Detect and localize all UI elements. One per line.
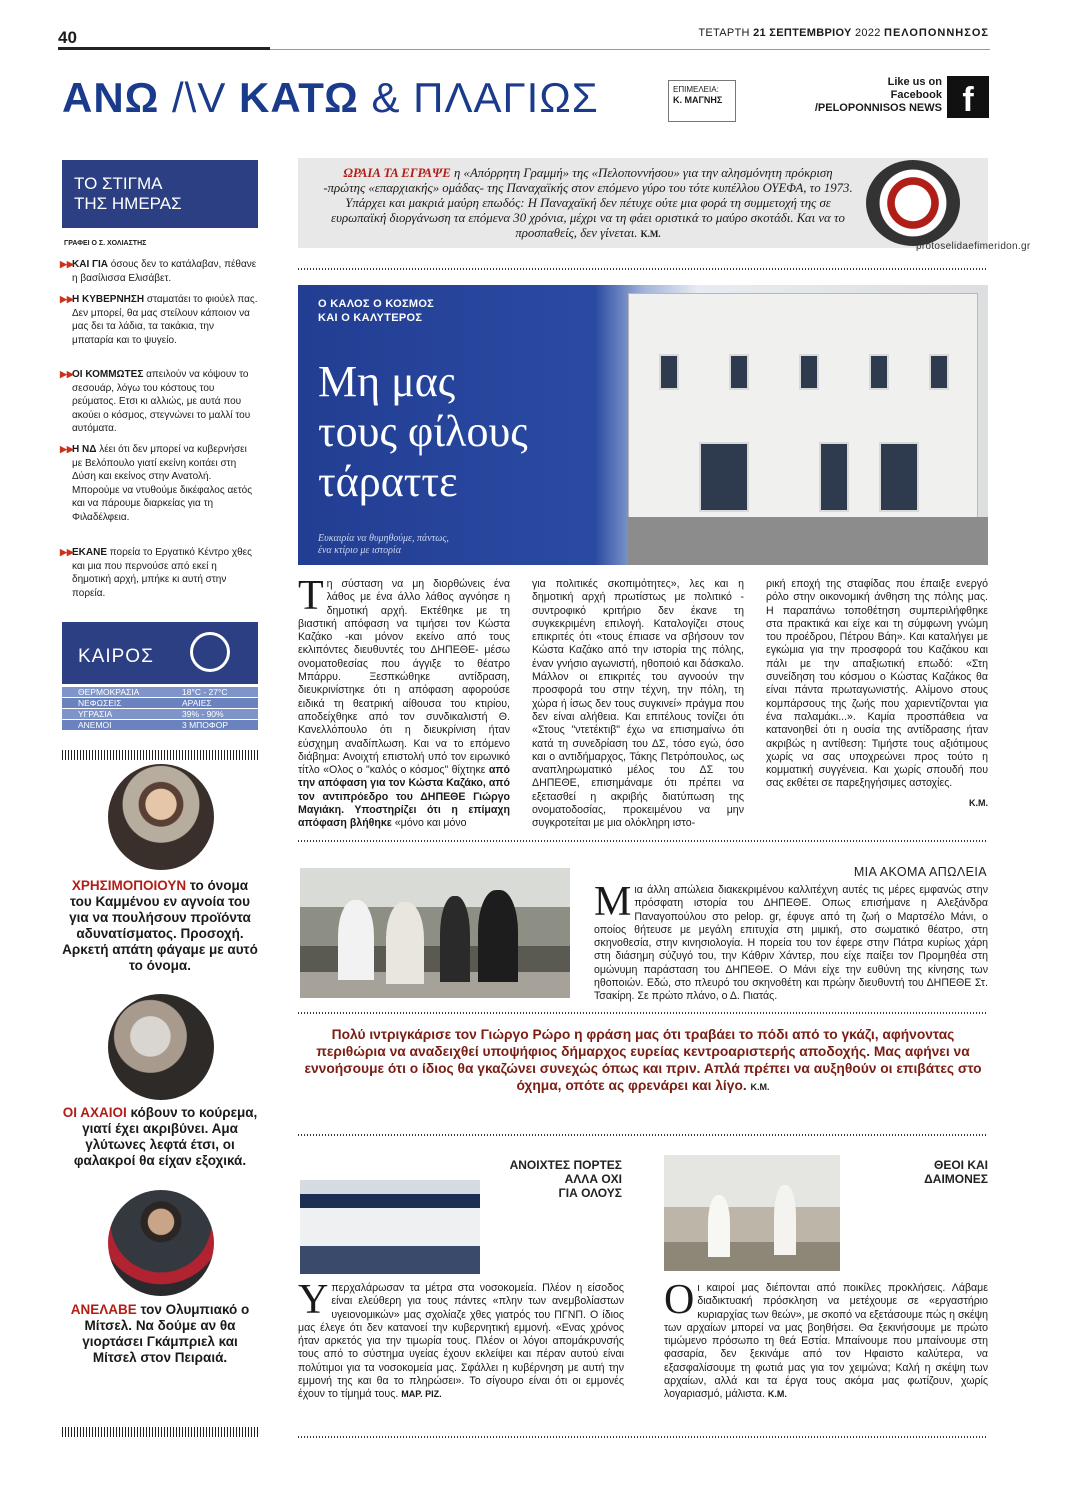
weather-row: ΥΓΡΑΣΙΑ 39% - 90% <box>62 708 258 719</box>
sun-icon <box>190 632 230 672</box>
feature-column-1: Τη σύσταση να μη διορθώνεις ένα λάθος με ένα άλλο λάθος αγνόησε η δημοτική αρχή. Εκτέθηκε με τη βιαστική απόφαση να τιμήσει τον Κώστα Καζάκο -και μόνον εκείνο από τους εκλιπόντες διευθυντές του ΔΗΠΕΘΕ- μέσω ονοματοθεσίας που άγγιξε το θέατρο Μπάρρυ. Ξεσπκώθηκε αντίδραση, διευκρινίστηκε ότι η απόφαση αφορούσε ειδικά τη θεατρική αίθουσα του κτιρίου, αποδείχθηκε από τον συνδικαλιστή Θ. Κανελλόπουλο ότι η διευκρίνιση ήταν εύσχημη αναδίπλωση. Και να το επόμενο διάβημα: Ανοιχτή επιστολή υπό τον ειρωνικό τίτλο «Ολος ο "καλός ο κόσμος" θίχτηκε από την απόφαση για τον Κώστα Καζάκο, από τον αντιπρόεδρο του ΔΗΠΕΘΕ Γιώργο Μαγιάκη. Υποστηρίζει ότι η επίμαχη απόφαση βλήθηκε «μόνο και μόνο <box>298 573 510 830</box>
street <box>628 517 988 565</box>
feature-hero <box>298 285 988 565</box>
dotted-divider <box>298 840 988 842</box>
story-title: ΑΝΟΙΧΤΕΣ ΠΟΡΤΕΣ ΑΛΛΑ ΟΧΙ ΓΙΑ ΟΛΟΥΣ <box>509 1158 622 1200</box>
moment-of-day-box: ΤΟ ΣΤΙΓΜΑ ΤΗΣ ΗΜΕΡΑΣ <box>62 160 258 228</box>
arrow-icon: ▶▶ <box>60 444 74 454</box>
watermark: protoselidaefimeridon.gr <box>916 241 1031 252</box>
portrait-photo <box>108 764 214 870</box>
arrow-icon: ▶▶ <box>60 259 74 269</box>
sidebar-author: ΓΡΑΦΕΙ Ο Σ. ΧΟΛΙΑΣΤΗΣ <box>64 240 147 247</box>
arrow-icon: ▶▶ <box>60 547 74 557</box>
feature-column-2: για πολιτικές σκοπιμότητες», λες και η δημοτική αρχή πρωτίστως με πολιτικό - συντροφικό κριτήριο δεν έκανε τη συγκεκριμένη επιλογή. Καταλογίζει στους επικριτές ότι «τους έπιασε να σβήσουν τον Κώστα Καζάκο από την ιστορία της πόλης, έναν γνήσιο αγωνιστή, ηθοποιό και δάσκαλο. Μάλλον οι επικριτές του αγνοούν την προσφορά του στην τέχνη, την πόλη, τη χώρα ή ίσως δεν τους συγκινεί» πράγμα που δεν είναι αλήθεια. Και επιτέλους τονίζει ότι «Στους "ντετέκτιβ" έχω να επισημαίνω ότι κατά τη συνεδρίαση του ΔΣ, τόσο εγώ, όσο και ο αντιδήμαρχος, Τάκης Πετρόπουλος, ως αναπληρωματικό μέλος του ΔΣ του ΔΗΠΕΘΕ, επισημάναμε ότι πρέπει να εξετασθεί η ακριβής διατύπωση της ονοματοδοσίας, προκειμένου να μην συγκροτείται με μια ολόκληρη ιστο- <box>532 578 744 830</box>
list-item: ▶▶ Η ΝΔ λέει ότι δεν μπορεί να κυβερνήσει με Βελόπουλο γιατί εκείνη κοιτάει στη Δύση και εκείνος στην Ανατολή. Μπορούμε να ντυθούμε δικέφαλος αετός και να πάρουμε διαρκείας για τη Φιλαδέλφεια. <box>60 444 253 523</box>
list-item: ▶▶ ΚΑΙ ΓΙΑ όσους δεν το κατάλαβαν, πέθανε η βασίλισσα Ελισάβετ. <box>60 259 257 284</box>
facebook-icon[interactable]: f <box>947 76 989 118</box>
story-text: Οι καιροί μας διέπονται από ποικίλες προκλήσεις. Λάβαμε διαδικτυακή πρόσκληση να μετέχουμε σε «εργαστήριο κυριαρχίας των θεών», με σκοπό να εξετάσουμε πώς η σκέψη των αρχαίων μπορεί να μας βοηθήσει. Θα ξεκινήσουμε με πρώτο τιμώμενο πρόσωπο τη θεά Εστία. Μπαίνουμε που μπαίνουμε στη φασαρία, δεν ξεκινάμε από τον Ηφαιστο καλύτερα, να εξασφαλίσουμε τη φωτιά μας για τον χειμώνα; Καλή η σκέψη των αρχαίων, αλλά και τα έργα τους ακόμα μας φωτίζουν, χωρίς λογαριασμό, μάλιστα. Κ.Μ. <box>664 1277 988 1401</box>
weather-header: ΚΑΙΡΟΣ <box>62 622 258 684</box>
story-text: Μια άλλη απώλεια διακεκριμένου καλλιτέχνη αυτές τις μέρες εμφανώς στην πρόσφατη ιστορία του ΔΗΠΕΘΕ. Οπως επισήμανε η Αλεξάνδρα Παναγοπούλου στο pelop. gr, έφυγε από τη ζωή ο Μαρτσέλο Μάνι, ο οποίος θήτευσε με μεγάλη επιτυχία στη μιμική, στο σωματικό θέατρο, στη σκηνοθεσία, στην κινησιολογία. Η πορεία του τον έφερε στην Πάτρα κυρίως χάρη στη διάσημη σύζυγό του, την Κάθριν Χάντερ, που είχε παίξει τον Προμηθέα στη ομώνυμη παράσταση του ΔΗΠΕΘΕ. Ο Μάνι είχε την ευθύνη της κίνησης των ηθοποιών. Εδώ, στο πλευρό του σκηνοθέτη και πρώην διευθυντή του ΔΗΠΕΘΕ Στ. Τσακίρη. Σε πρώτο πλάνο, ο Δ. Πιατάς. <box>594 879 988 1003</box>
arrow-icon: ▶▶ <box>60 369 74 379</box>
building-photo <box>628 293 978 519</box>
weather-row: ΑΝΕΜΟΙ 3 ΜΠΟΦΟΡ <box>62 719 258 730</box>
weather-row: ΘΕΡΜΟΚΡΑΣΙΑ 18°C - 27°C <box>62 686 258 697</box>
club-logo <box>866 160 960 246</box>
feature-column-3: ρική εποχή της σταφίδας που έπαιξε ενεργό ρόλο στην οικονομική άνθηση της πόλης μας. Η παραπάνω τοποθέτηση συμπεριλήφθηκε στα πρακτικά και είχε και τη σύμφωνη γνώμη του προέδρου, Πέτρου Βάη». Και καταλήγει με εγκώμια για την προσφορά του Καζάκου και πάλι με την απαξιωτική επωδό: «Στη συνείδηση του κόσμου ο Κώστας Καζάκος θα είναι πάντα πρωταγωνιστής. Αλίμονο στους κομπάρσους της ζωής που χαριεντίζονται για ένα παλαμάκι...». Καμία προσπάθεια να κατανοηθεί ότι η ουσία της αντίδρασης ήταν ακριβώς η αντίθεση: Τιμήστε τους αξιότιμους χωρίς να σας υποχρεώνει προς τούτο η κομματική συγγένεια. Και χωρίς σπουδή που σας εκθέτει σε παρεξηγήσιμες αστοχίες. Κ.Μ. <box>766 578 988 808</box>
weather-table <box>62 686 258 730</box>
facebook-promo[interactable]: Like us on Facebook /PELOPONNISOS NEWS <box>814 76 942 115</box>
list-item: ▶▶ ΕΚΑΝΕ πορεία το Εργατικό Κέντρο χθες και μια που περνούσε από εκεί η δημοτική αρχή, μπήκε κι αυτή στην πορεία. <box>60 547 252 599</box>
paper-name: ΠΕΛΟΠΟΝΝΗΣΟΣ <box>884 27 989 39</box>
dotted-divider <box>298 1012 988 1014</box>
header-rule <box>58 47 270 50</box>
photo-caption: ΟΙ ΑΧΑΙΟΙ κόβουν το κούρεμα, γιατί έχει ακριβύνει. Αμα γλύτωνες λεφτά έτσι, οι φαλακροί θα είχαν εξοχικά. <box>62 1105 258 1168</box>
list-item: ▶▶ Η ΚΥΒΕΡΝΗΣΗ σταματάει το φιούελ πας. Δεν μπορεί, θα μας στείλουν κάποιον να μας δει τα λάδια, τα τακάκια, την μπαταρία και το ψυγείο. <box>60 294 258 346</box>
callout-text: Πολύ ιντριγκάρισε τον Γιώργο Ρώρο η φράση μας ότι τραβάει το πόδι από το γκάζι, αφήνοντας περιθώρια να αναδειχθεί υποψήφιος δήμαρχος ευρείας κεντροαριστερής αποδοχής. Μας αφήνει να εννοήσουμε ότι ο ίδιος θα γκαζώνει συνεχώς όπως και πριν. Απλά πρέπει να αυξηθούν οι επιβάτες στο όχημα, οπότε ας φρενάρει και λίγο. Κ.Μ. <box>304 1027 982 1093</box>
arrow-icon: ▶▶ <box>60 294 74 304</box>
list-item: ▶▶ ΟΙ ΚΟΜΜΩΤΕΣ απειλούν να κόψουν το σεσουάρ, λόγω του κόστους του ρεύματος. Ετσι κι αλλιώς, με αυτά που ακούει ο κόσμος, στεγνώνει το μαλλί του αυτόματα. <box>60 369 251 434</box>
feature-headline: Μη μας τους φίλους τάραττε <box>318 357 528 506</box>
dotted-divider <box>298 1436 988 1438</box>
header-thin-rule <box>270 49 990 50</box>
story-title: ΘΕΟΙ ΚΑΙ ΔΑΙΜΟΝΕΣ <box>924 1158 988 1186</box>
section-title: ΑΝΩ /\V ΚΑΤΩ & ΠΛΑΓΙΩΣ <box>62 74 599 121</box>
header-date: ΤΕΤΑΡΤΗ 21 ΣΕΠΤΕΜΒΡΙΟΥ 2022 ΠΕΛΟΠΟΝΝΗΣΟΣ <box>698 27 989 39</box>
feature-photo-caption: Ευκαιρία να θυμηθούμε, πάντως, ένα κτίριο με ιστορία <box>318 533 449 556</box>
portrait-photo <box>108 994 214 1100</box>
dotted-divider <box>298 1134 988 1136</box>
story-text: Υπερχαλάρωσαν τα μέτρα στα νοσοκομεία. Πλέον η είσοδος είναι ελεύθερη για τους πάντες «πλην των ανεμβολίαστων υγειονομικών» μας σχολίαζε χθες γιατρός του ΠΓΝΠ. Ο ίδιος μας έλεγε ότι δεν κατανοεί την κυβερνητική εμμονή. «Ενας χρόνος ήταν αρκετός για την τιμωρία τους. Πλέον οι λόγοι απομάκρυνσής τους από το σύστημα υγείας έχουν εκλείψει και πέραν αυτού είναι πολύτιμοι για τα νοσοκομεία μας. Σφάλλει η κυβέρνηση με αυτή την εμμονή της και θα το πληρώσει». Το σίγουρο είναι ότι οι εμμονές έχουν το τίμημά τους. ΜΑΡ. ΡΙΖ. <box>298 1277 624 1401</box>
hatch-divider <box>62 1427 258 1437</box>
weather-row: ΝΕΦΩΣΕΙΣ ΑΡΑΙΕΣ <box>62 697 258 708</box>
story-title: ΜΙΑ ΑΚΟΜΑ ΑΠΩΛΕΙΑ <box>853 865 987 879</box>
feature-kicker: Ο ΚΑΛΟΣ Ο ΚΟΣΜΟΣ ΚΑΙ Ο ΚΑΛΥΤΕΡΟΣ <box>318 298 435 324</box>
hatch-divider <box>62 750 258 760</box>
photo-caption: ΧΡΗΣΙΜΟΠΟΙΟΥΝ το όνομα του Καμμένου εν αγνοία του για να πουλήσουν προϊόντα αδυνατίσματος. Προσοχή. Αρκετή απάτη φάγαμε με αυτό το όνομα. <box>62 878 258 973</box>
quote-box: ΩΡΑΙΑ ΤΑ ΕΓΡΑΨΕ η «Απόρρητη Γραμμή» της «Πελοποννήσου» για την αλησμόνητη πρόκριση -πρώτης «επαρχιακής» ομάδας- της Παναχαϊκής στον επόμενο γύρο του τότε κυπέλλου ΟΥΕΦΑ, το 1973. Υπάρχει και μακριά μαύρη επωδός: Η Παναχαϊκή δεν πέτυχε ούτε μια φορά τη συμμετοχή της σε ευρωπαϊκή διοργάνωση τα επόμενα 30 χρόνια, μέχρι να τη φάει οριστικά το μαύρο σκοτάδι. Και να το προσπαθείς, δεν γίνεται. Κ.Μ. <box>298 158 988 248</box>
portrait-photo <box>108 1190 214 1296</box>
photo-caption: ΑΝΕΛΑΒΕ τον Ολυμπιακό ο Μίτσελ. Να δούμε αν θα γιορτάσει Γκάμπριελ και Μίτσελ στον Πειραιά. <box>70 1302 250 1365</box>
hospital-photo <box>300 1180 480 1274</box>
story-photo <box>300 868 570 998</box>
page-number: 40 <box>58 28 77 47</box>
ceremony-photo <box>664 1155 840 1271</box>
editor-box: ΕΠΙΜΕΛΕΙΑ: Κ. ΜΑΓΝΗΣ <box>668 80 736 122</box>
dotted-divider <box>298 268 988 270</box>
